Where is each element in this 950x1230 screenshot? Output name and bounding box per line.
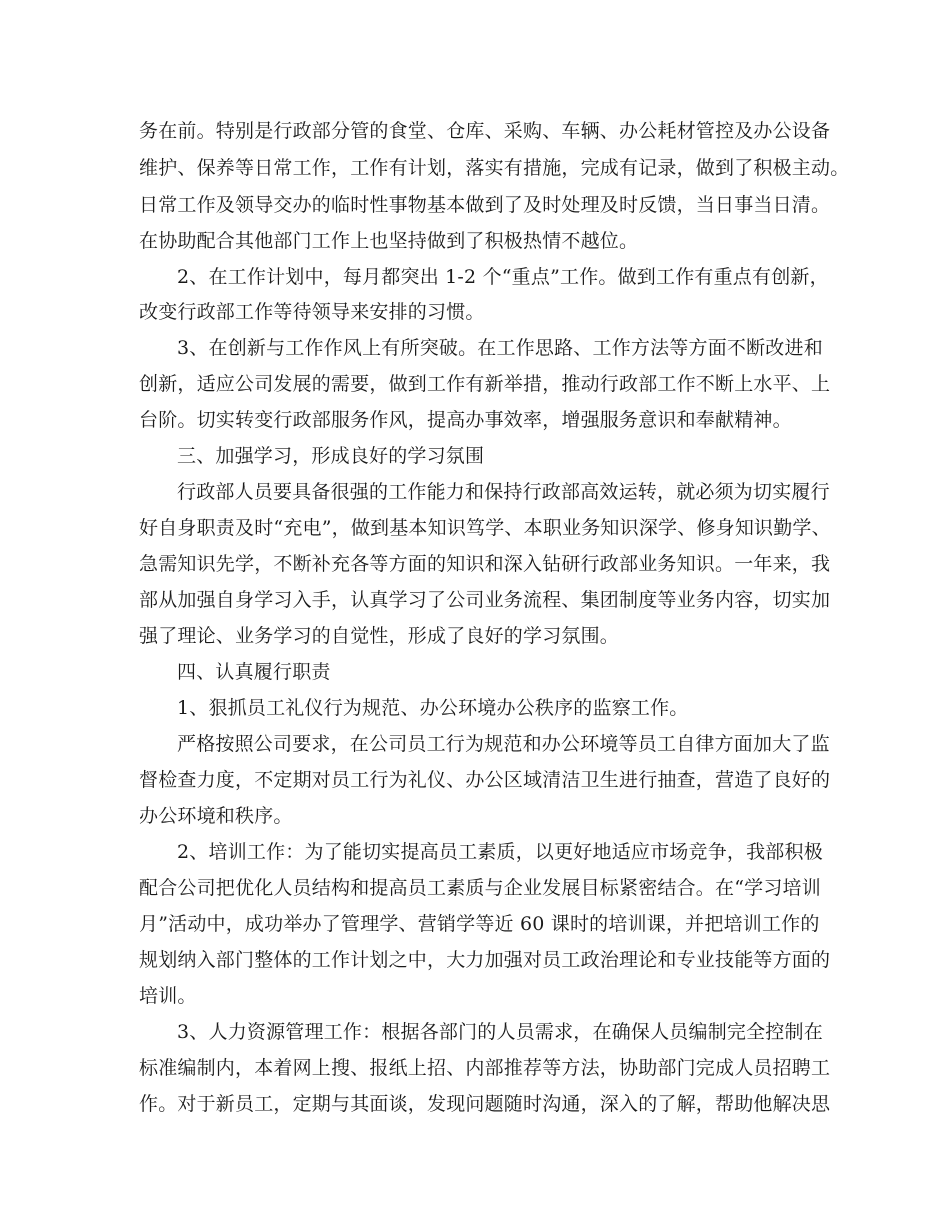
- text-line: 改变行政部工作等待领导来安排的习惯。: [139, 301, 485, 323]
- text-line: 强了理论、业务学习的自觉性，形成了良好的学习氛围。: [139, 625, 620, 647]
- text-line: 配合公司把优化人员结构和提高员工素质与企业发展目标紧密结合。在“学习培训: [139, 877, 821, 899]
- text-line: 2、培训工作：为了能切实提高员工素质，以更好地适应市场竞争，我部积极: [177, 841, 823, 863]
- text-line: 作。对于新员工，定期与其面谈，发现问题随时沟通，深入的了解，帮助他解决思: [139, 1093, 831, 1115]
- section-heading: 四、认真履行职责: [177, 661, 331, 683]
- text-line: 督检查力度，不定期对员工行为礼仪、办公区域清洁卫生进行抽查，营造了良好的: [139, 769, 831, 791]
- text-line: 行政部人员要具备很强的工作能力和保持行政部高效运转，就必须为切实履行: [177, 481, 830, 503]
- text-line: 规划纳入部门整体的工作计划之中，大力加强对员工政治理论和专业技能等方面的: [139, 949, 831, 971]
- text-line: 2、在工作计划中，每月都突出 1-2 个“重点”工作。做到工作有重点有创新，: [177, 266, 829, 288]
- text-line: 标准编制内，本着网上搜、报纸上招、内部推荐等方法，协助部门完成人员招聘工: [139, 1057, 831, 1079]
- section-heading: 三、加强学习，形成良好的学习氛围: [177, 445, 485, 467]
- text-line: 台阶。切实转变行政部服务作风，提高办事效率，增强服务意识和奉献精神。: [139, 409, 792, 431]
- text-line: 部从加强自身学习入手，认真学习了公司业务流程、集团制度等业务内容，切实加: [139, 589, 831, 611]
- text-line: 月”活动中，成功举办了管理学、营销学等近 60 课时的培训课，并把培训工作的: [139, 913, 820, 935]
- text-line: 务在前。特别是行政部分管的食堂、仓库、采购、车辆、办公耗材管控及办公设备: [139, 120, 831, 142]
- text-line: 1、狠抓员工礼仪行为规范、办公环境办公秩序的监察工作。: [177, 697, 689, 719]
- text-line: 在协助配合其他部门工作上也坚持做到了积极热情不越位。: [139, 230, 639, 252]
- text-line: 办公环境和秩序。: [139, 805, 293, 827]
- text-line: 维护、保养等日常工作，工作有计划，落实有措施，完成有记录，做到了积极主动。: [139, 157, 850, 179]
- text-line: 3、人力资源管理工作：根据各部门的人员需求，在确保人员编制完全控制在: [177, 1021, 823, 1043]
- text-line: 创新，适应公司发展的需要，做到工作有新举措，推动行政部工作不断上水平、上: [139, 373, 831, 395]
- text-line: 好自身职责及时“充电”，做到基本知识笃学、本职业务知识深学、修身知识勤学、: [139, 517, 831, 539]
- text-line: 严格按照公司要求，在公司员工行为规范和办公环境等员工自律方面加大了监: [177, 733, 830, 755]
- text-line: 急需知识先学，不断补充各等方面的知识和深入钻研行政部业务知识。一年来，我: [139, 553, 831, 575]
- text-line: 3、在创新与工作作风上有所突破。在工作思路、工作方法等方面不断改进和: [177, 337, 823, 359]
- text-line: 日常工作及领导交办的临时性事物基本做到了及时处理及时反馈，当日事当日清。: [139, 194, 831, 216]
- text-line: 培训。: [139, 985, 197, 1007]
